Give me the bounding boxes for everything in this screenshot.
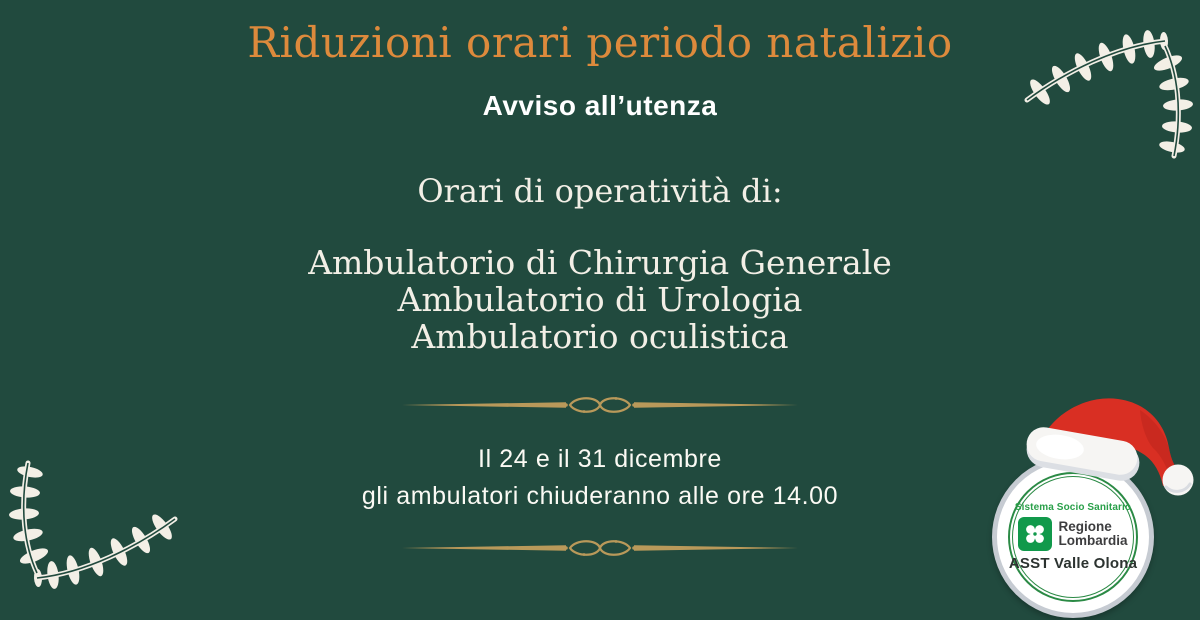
- logo-region-label: Regione Lombardia: [1058, 518, 1128, 548]
- page-title: Riduzioni orari periodo natalizio: [247, 18, 953, 67]
- closing-notice-line1: Il 24 e il 31 dicembre: [478, 445, 722, 473]
- intro-text: Orari di operatività di:: [417, 172, 783, 210]
- clinic-line-general-surgery: Ambulatorio di Chirurgia Generale: [308, 243, 892, 282]
- subtitle: Avviso all’utenza: [482, 90, 718, 121]
- gold-scroll-divider-top-icon: [400, 393, 800, 417]
- clinic-line-ophthalmology: Ambulatorio oculistica: [411, 317, 789, 356]
- logo-org-label: ASST Valle Olona: [1008, 555, 1138, 572]
- clinic-list: [0, 244, 1200, 355]
- santa-hat-icon: [1022, 390, 1197, 498]
- closing-notice-line2: gli ambulatori chiuderanno alle ore 14.00: [361, 482, 839, 510]
- logo-system-label: Sistema Socio Sanitario: [1014, 502, 1132, 513]
- lombardia-rose-icon: [1018, 517, 1052, 551]
- clinic-line-urology: Ambulatorio di Urologia: [397, 280, 803, 319]
- gold-scroll-divider-bottom-icon: [400, 536, 800, 560]
